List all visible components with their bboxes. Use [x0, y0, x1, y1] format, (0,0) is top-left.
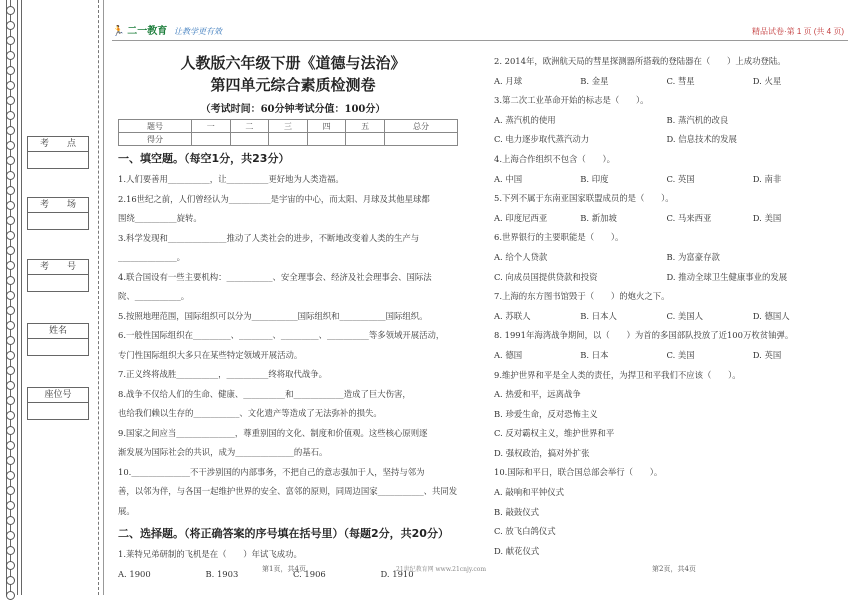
section-choice-heading: 二、选择题。（将正确答案的序号填在括号里）（每题2分，共20分） — [118, 527, 449, 540]
option[interactable]: C. 电力逐步取代蒸汽动力 — [494, 134, 590, 145]
option[interactable]: A. 德国 — [494, 349, 523, 360]
exam-site-label: 考 点 — [28, 137, 88, 152]
option[interactable]: C. 1906 — [293, 568, 326, 579]
option[interactable]: C. 反对霸权主义，维护世界和平 — [494, 428, 615, 439]
binding-hole — [6, 291, 15, 300]
binding-hole — [6, 306, 15, 315]
option-row — [494, 346, 839, 366]
binding-hole — [6, 471, 15, 480]
option[interactable]: B. 1903 — [205, 568, 239, 579]
option[interactable]: C. 美国人 — [666, 310, 704, 321]
question-7: 7.上海的东方图书馆毁于（ ）的炮火之下。 — [494, 291, 670, 302]
binding-hole — [6, 201, 15, 210]
option[interactable]: D. 南非 — [752, 173, 782, 184]
option[interactable]: B. 金星 — [580, 75, 609, 86]
option[interactable]: A. 热爱和平，远离战争 — [494, 389, 581, 400]
option[interactable]: D. 火星 — [752, 75, 782, 86]
binding-hole — [6, 411, 15, 420]
binding-hole — [6, 366, 15, 375]
name-label: 姓名 — [28, 324, 88, 339]
score-header-cell: 总分 — [384, 120, 457, 133]
fill-questions — [118, 170, 468, 521]
score-row — [119, 133, 458, 146]
option-row — [494, 111, 839, 131]
binding-hole — [6, 51, 15, 60]
option[interactable]: D. 德国人 — [752, 310, 790, 321]
question-8: 8. 1991年海湾战争期间，以（ ）为首的多国部队投放了近100万枚贫铀弹。 — [494, 330, 794, 341]
option[interactable]: B. 日本 — [580, 349, 609, 360]
score-header-cell: 二 — [230, 120, 269, 133]
runner-icon: 🏃 — [112, 26, 125, 37]
fill-line: ______________。 — [118, 252, 185, 262]
score-cell[interactable] — [191, 133, 230, 146]
question-9: 9.维护世界和平是全人类的责任，为捍卫和平我们不应该（ ）。 — [494, 369, 741, 380]
fill-line: 善，以邻为伴，与各国一起维护世界的安全、富邻的原则，同周边国家___________、共同发展。 — [118, 486, 458, 516]
binding-hole — [6, 381, 15, 390]
binding-hole — [6, 336, 15, 345]
title-line-1: 人教版六年级下册《道德与法治》 — [180, 54, 406, 72]
logo-text: 二一教育 — [127, 26, 168, 37]
fill-line: 3.科学发现和______________推动了人类社会的进步，不断地改变着人类的生产与 — [118, 232, 420, 243]
score-cell[interactable] — [346, 133, 385, 146]
score-header-cell: 题号 — [119, 120, 192, 133]
watermark: 21世纪教育网 www.21cnjy.com — [396, 566, 487, 573]
binding-hole — [6, 96, 15, 105]
binding-hole — [6, 351, 15, 360]
binding-hole — [6, 261, 15, 270]
fill-line: 6.一般性国际组织在_________、________、_________、__________等多领域开展活动， — [118, 330, 445, 340]
binding-hole — [6, 396, 15, 405]
option-row — [494, 130, 839, 150]
score-row-label: 得分 — [119, 133, 192, 146]
binding-hole — [6, 156, 15, 165]
binding-hole — [6, 216, 15, 225]
option[interactable]: C. 向成员国提供贷款和投资 — [494, 271, 598, 282]
fill-line: 院、___________。 — [118, 291, 190, 301]
option-row — [494, 268, 839, 288]
fill-line: 2.16世纪之前，人们曾经认为__________是宇宙的中心，而太阳、月球及其他星球都 — [118, 193, 430, 204]
exam-room-label: 考 场 — [28, 198, 88, 213]
cut-line — [98, 0, 99, 595]
binding-hole — [6, 66, 15, 75]
fill-line: 5.按照地理范围，国际组织可以分为___________国际组织和___________国际组织。 — [118, 310, 428, 321]
option[interactable]: A. 蒸汽机的使用 — [494, 114, 556, 125]
seat-field[interactable] — [28, 403, 88, 419]
option[interactable]: B. 日本人 — [580, 310, 617, 321]
fill-line: 7.正义终将战胜__________，__________终将取代战争。 — [118, 369, 327, 379]
option[interactable]: D. 美国 — [752, 212, 782, 223]
option-row — [494, 503, 839, 523]
fill-line: 10.______________不干涉别国的内部事务，不把自己的意志强加于人，坚持与邻为 — [118, 466, 425, 477]
header-right-text: 精品试卷·第 1 页 (共 4 页) — [751, 27, 844, 36]
score-table — [118, 119, 458, 146]
option-row — [494, 248, 839, 268]
option[interactable]: D. 强权政治，搞对外扩张 — [494, 447, 590, 458]
binding-hole — [6, 231, 15, 240]
binding-hole — [6, 21, 15, 30]
option[interactable]: A. 给个人贷款 — [494, 251, 548, 262]
exam-number-field[interactable] — [28, 275, 88, 291]
binding-hole — [6, 546, 15, 555]
title-line-2: 第四单元综合素质检测卷 — [210, 76, 376, 94]
section-fill-heading: 一、填空题。（每空1分，共23分） — [118, 152, 290, 165]
question-10: 10.国际和平日，联合国总部会举行（ ）。 — [494, 467, 663, 478]
fill-line: 专门性国际组织大多只在某些特定领域开展活动。 — [118, 349, 303, 360]
fill-line: 4.联合国设有一些主要机构：___________、安全理事会、经济及社会理事会、国际法 — [118, 271, 432, 282]
page-header — [112, 22, 848, 41]
binding-hole — [6, 36, 15, 45]
page-footer-right: 第2页，共4页 — [652, 565, 696, 573]
score-header-cell: 一 — [191, 120, 230, 133]
seat-label: 座位号 — [28, 388, 88, 403]
binding-strip — [0, 0, 104, 595]
question-2: 2. 2014年，欧洲航天局的彗星探测器所搭载的登陆器在（ ）上成功登陆。 — [494, 56, 786, 66]
option[interactable]: D. 推动全球卫生健康事业的发展 — [666, 271, 788, 282]
score-header-cell: 五 — [346, 120, 385, 133]
logo — [112, 22, 222, 37]
binding-hole — [6, 441, 15, 450]
option-row — [494, 307, 839, 327]
exam-room-box — [27, 197, 89, 230]
left-column — [118, 52, 468, 584]
binding-hole — [6, 81, 15, 90]
exam-site-box — [27, 136, 89, 169]
fill-line: 围绕__________旋转。 — [118, 213, 202, 223]
score-cell[interactable] — [269, 133, 308, 146]
binding-hole — [6, 501, 15, 510]
page-footer-left: 第1页，共4页 — [262, 565, 306, 573]
question-3: 3.第二次工业革命开始的标志是（ ）。 — [494, 95, 649, 106]
option[interactable]: B. 蒸汽机的改良 — [666, 114, 729, 125]
option[interactable]: C. 放飞白鸽仪式 — [494, 526, 556, 537]
option-row — [494, 483, 839, 503]
binding-hole — [6, 561, 15, 570]
option-row — [494, 72, 839, 92]
option-row — [494, 170, 839, 190]
option[interactable]: A. 1900 — [118, 568, 151, 579]
score-cell[interactable] — [307, 133, 346, 146]
question-6: 6.世界银行的主要职能是（ ）。 — [494, 232, 624, 243]
fill-line: 9.国家之间应当______________，尊重别国的文化、制度和价值观。这些核心原则逐 — [118, 427, 428, 438]
option[interactable]: B. 为富豪存款 — [666, 251, 720, 262]
binding-hole — [6, 321, 15, 330]
option[interactable]: C. 英国 — [666, 173, 695, 184]
score-header-cell: 四 — [307, 120, 346, 133]
binding-hole — [6, 141, 15, 150]
binding-hole — [6, 111, 15, 120]
option[interactable]: A. 敲响和平钟仪式 — [494, 487, 564, 498]
option[interactable]: D. 信息技术的发展 — [666, 134, 737, 145]
option[interactable]: D. 献花仪式 — [494, 545, 540, 556]
binding-hole — [6, 186, 15, 195]
option[interactable]: A. 中国 — [494, 173, 523, 184]
option-row — [494, 542, 839, 562]
score-cell[interactable] — [230, 133, 269, 146]
score-header-row — [119, 120, 458, 133]
option-row — [494, 405, 839, 425]
binding-hole — [6, 126, 15, 135]
option-row — [494, 444, 839, 464]
fill-line: 渐发展为国际社会的共识，成为______________的基石。 — [118, 447, 328, 457]
name-field[interactable] — [28, 339, 88, 355]
option[interactable]: C. 彗星 — [666, 75, 695, 86]
binding-hole — [6, 6, 15, 15]
score-cell[interactable] — [384, 133, 457, 146]
binding-hole — [6, 426, 15, 435]
right-column — [494, 52, 839, 561]
exam-site-field[interactable] — [28, 152, 88, 168]
option-row — [494, 522, 839, 542]
option[interactable]: D. 英国 — [752, 349, 782, 360]
fill-line: 1.人们要善用__________，让__________更好地为人类造福。 — [118, 174, 344, 184]
binding-hole — [6, 531, 15, 540]
binding-hole — [6, 456, 15, 465]
seat-box — [27, 387, 89, 420]
option[interactable]: B. 敲鼓仪式 — [494, 506, 539, 517]
option-row — [494, 424, 839, 444]
name-box — [27, 323, 89, 356]
option-row — [494, 209, 839, 229]
option-row — [494, 385, 839, 405]
option[interactable]: A. 月球 — [494, 75, 523, 86]
binding-hole — [6, 591, 15, 600]
binding-hole — [6, 276, 15, 285]
exam-time: （考试时间：60分钟考试分值：100分） — [200, 104, 386, 115]
fill-line: 也给我们赖以生存的___________、文化遗产等造成了无法弥补的损失。 — [118, 408, 382, 418]
option[interactable]: B. 新加坡 — [580, 212, 617, 223]
binding-hole — [6, 246, 15, 255]
binding-hole — [6, 576, 15, 585]
fill-line: 8.战争不仅给人们的生命、健康、__________和____________造成了巨大伤害， — [118, 388, 411, 399]
logo-tagline: 让教学更有效 — [174, 27, 223, 36]
question-1: 1.莱特兄弟研制的飞机是在（ ）年试飞成功。 — [118, 549, 302, 559]
option[interactable]: A. 苏联人 — [494, 310, 531, 321]
binding-hole — [6, 171, 15, 180]
exam-room-field[interactable] — [28, 213, 88, 229]
option[interactable]: C. 美国 — [666, 349, 695, 360]
score-header-cell: 三 — [269, 120, 308, 133]
option[interactable]: B. 印度 — [580, 173, 609, 184]
question-4: 4.上海合作组织不包含（ ）。 — [494, 153, 616, 164]
option[interactable]: A. 印度尼西亚 — [494, 212, 548, 223]
option[interactable]: D. 1910 — [380, 568, 414, 579]
binding-hole — [6, 516, 15, 525]
question-5: 5.下列不属于东南亚国家联盟成员的是（ ）。 — [494, 193, 674, 204]
option[interactable]: B. 珍爱生命，反对恐怖主义 — [494, 408, 598, 419]
exam-number-label: 考 号 — [28, 260, 88, 275]
option[interactable]: C. 马来西亚 — [666, 212, 712, 223]
binding-rail-right — [17, 0, 22, 595]
fold-line — [103, 0, 104, 595]
exam-number-box — [27, 259, 89, 292]
binding-hole — [6, 486, 15, 495]
